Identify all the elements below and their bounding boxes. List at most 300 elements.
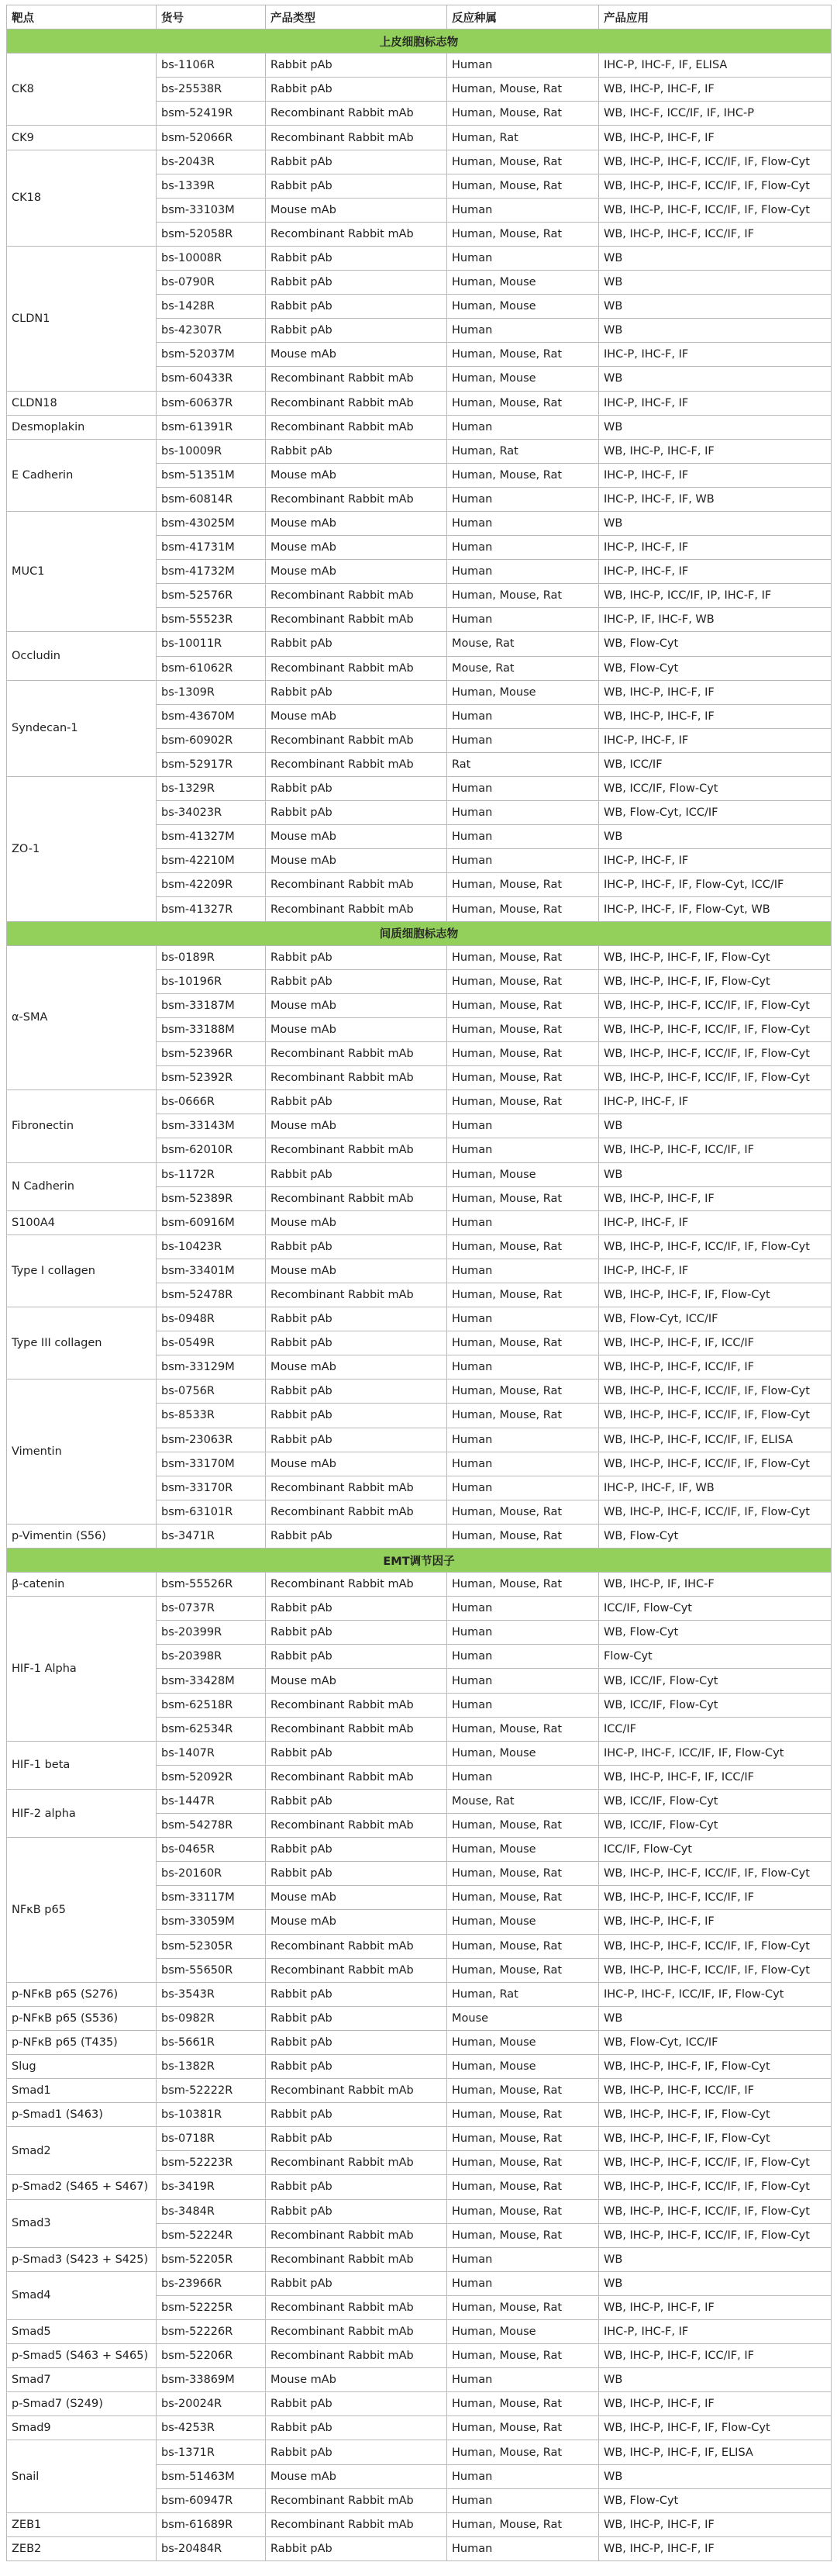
table-row [7,1162,832,1186]
header-species: 反应种属 [447,5,599,29]
species-cell: Human, Mouse, Rat [447,1186,599,1210]
species-cell: Human, Mouse, Rat [447,2127,599,2151]
category-title: 上皮细胞标志物 [7,29,832,54]
target-cell: NFκB p65 [7,1838,157,1983]
application-cell: WB, IHC-P, IHC-F, ICC/IF, IF, Flow-Cyt [599,1958,832,1982]
species-cell: Human, Mouse [447,271,599,295]
application-cell: WB, IHC-P, IF, IHC-F [599,1573,832,1597]
catalog-cell: bsm-42210M [157,849,266,873]
catalog-cell: bsm-52092R [157,1765,266,1789]
type-cell: Mouse mAb [266,1210,447,1234]
table-row [7,150,832,174]
target-cell: MUC1 [7,511,157,631]
catalog-cell: bs-10381R [157,2103,266,2127]
type-cell: Recombinant Rabbit mAb [266,102,447,126]
target-cell: ZEB2 [7,2536,157,2560]
application-cell: WB, Flow-Cyt, ICC/IF [599,801,832,825]
type-cell: Rabbit pAb [266,1162,447,1186]
catalog-cell: bs-0666R [157,1090,266,1114]
species-cell: Human [447,487,599,511]
catalog-cell: bs-20484R [157,2536,266,2560]
catalog-cell: bsm-60814R [157,487,266,511]
application-cell: WB, Flow-Cyt [599,1621,832,1645]
species-cell: Human [447,1669,599,1693]
catalog-cell: bs-0790R [157,271,266,295]
species-cell: Human, Mouse, Rat [447,1862,599,1886]
table-row [7,391,832,415]
catalog-cell: bsm-43670M [157,704,266,728]
catalog-cell: bs-1428R [157,295,266,319]
type-cell: Recombinant Rabbit mAb [266,487,447,511]
type-cell: Mouse mAb [266,560,447,584]
species-cell: Human [447,2464,599,2488]
application-cell: WB, IHC-P, IHC-F, IF, Flow-Cyt [599,969,832,993]
species-cell: Human, Mouse [447,2320,599,2344]
table-row [7,1210,832,1234]
target-cell: CK9 [7,126,157,150]
catalog-cell: bs-1172R [157,1162,266,1186]
table-row [7,415,832,439]
type-cell: Recombinant Rabbit mAb [266,1476,447,1500]
type-cell: Rabbit pAb [266,2127,447,2151]
application-cell: ICC/IF, Flow-Cyt [599,1838,832,1862]
catalog-cell: bsm-33129M [157,1355,266,1380]
catalog-cell: bsm-60916M [157,1210,266,1234]
catalog-cell: bs-20399R [157,1621,266,1645]
table-row [7,2536,832,2560]
catalog-cell: bs-10196R [157,969,266,993]
type-cell: Mouse mAb [266,1114,447,1138]
catalog-cell: bs-5661R [157,2030,266,2054]
type-cell: Recombinant Rabbit mAb [266,1814,447,1838]
catalog-cell: bsm-52419R [157,102,266,126]
type-cell: Recombinant Rabbit mAb [266,2488,447,2512]
type-cell: Recombinant Rabbit mAb [266,391,447,415]
target-cell: p-Smad2 (S465 + S467) [7,2175,157,2199]
species-cell: Human, Mouse, Rat [447,2295,599,2319]
type-cell: Recombinant Rabbit mAb [266,2247,447,2271]
application-cell: WB, IHC-P, IHC-F, IF, Flow-Cyt [599,2103,832,2127]
target-cell: Vimentin [7,1380,157,1525]
species-cell: Human, Mouse, Rat [447,2223,599,2247]
application-cell: WB, IHC-P, IHC-F, IF, Flow-Cyt [599,2054,832,2078]
species-cell: Human, Mouse, Rat [447,1500,599,1524]
catalog-cell: bsm-63101R [157,1500,266,1524]
type-cell: Mouse mAb [266,2368,447,2392]
type-cell: Rabbit pAb [266,295,447,319]
table-row [7,2247,832,2271]
species-cell: Human [447,1259,599,1283]
type-cell: Rabbit pAb [266,271,447,295]
application-cell: WB [599,2247,832,2271]
application-cell: IHC-P, IHC-F, IF, Flow-Cyt, ICC/IF [599,873,832,897]
catalog-cell: bs-0948R [157,1307,266,1331]
species-cell: Mouse, Rat [447,656,599,680]
species-cell: Human, Mouse, Rat [447,2151,599,2175]
application-cell: IHC-P, IF, IHC-F, WB [599,608,832,632]
species-cell: Human [447,319,599,343]
application-cell: IHC-P, IHC-F, IF [599,463,832,487]
application-cell: WB, IHC-P, IHC-F, ICC/IF, IF, Flow-Cyt [599,2175,832,2199]
species-cell: Human, Mouse, Rat [447,2344,599,2368]
target-cell: p-NFκB p65 (S536) [7,2006,157,2030]
species-cell: Human [447,560,599,584]
catalog-cell: bsm-33117M [157,1886,266,1910]
species-cell: Human, Mouse, Rat [447,463,599,487]
header-row [7,5,832,29]
table-row [7,2416,832,2440]
species-cell: Human [447,777,599,801]
type-cell: Rabbit pAb [266,54,447,78]
type-cell: Rabbit pAb [266,319,447,343]
species-cell: Human, Mouse, Rat [447,1573,599,1597]
species-cell: Human [447,2368,599,2392]
type-cell: Rabbit pAb [266,2392,447,2416]
application-cell: WB, IHC-P, IHC-F, ICC/IF, IF [599,2079,832,2103]
table-row [7,632,832,656]
species-cell: Human, Rat [447,126,599,150]
species-cell: Human, Rat [447,439,599,463]
species-cell: Human, Mouse, Rat [447,1234,599,1259]
catalog-cell: bs-3419R [157,2175,266,2199]
type-cell: Rabbit pAb [266,2054,447,2078]
catalog-cell: bs-10008R [157,246,266,270]
catalog-cell: bs-0189R [157,945,266,969]
type-cell: Rabbit pAb [266,2175,447,2199]
catalog-cell: bs-4253R [157,2416,266,2440]
species-cell: Human, Mouse, Rat [447,1814,599,1838]
type-cell: Mouse mAb [266,849,447,873]
type-cell: Rabbit pAb [266,1789,447,1813]
application-cell: WB, ICC/IF, Flow-Cyt [599,777,832,801]
application-cell: IHC-P, IHC-F, IF, WB [599,487,832,511]
species-cell: Human, Mouse, Rat [447,1380,599,1404]
application-cell: WB, IHC-P, IHC-F, ICC/IF, IF, Flow-Cyt [599,993,832,1017]
header-application: 产品应用 [599,5,832,29]
catalog-cell: bs-3543R [157,1982,266,2006]
application-cell: WB, IHC-P, IHC-F, ICC/IF, IF, ELISA [599,1428,832,1452]
type-cell: Recombinant Rabbit mAb [266,1500,447,1524]
type-cell: Mouse mAb [266,1355,447,1380]
application-cell: WB, IHC-P, IHC-F, ICC/IF, IF, Flow-Cyt [599,1452,832,1476]
application-cell: WB [599,2464,832,2488]
type-cell: Rabbit pAb [266,801,447,825]
target-cell: p-Smad1 (S463) [7,2103,157,2127]
type-cell: Recombinant Rabbit mAb [266,126,447,150]
type-cell: Rabbit pAb [266,2103,447,2127]
target-cell: β-catenin [7,1573,157,1597]
species-cell: Human, Mouse, Rat [447,1017,599,1041]
catalog-cell: bs-20024R [157,2392,266,2416]
species-cell: Human, Mouse, Rat [447,1066,599,1090]
type-cell: Mouse mAb [266,1452,447,1476]
catalog-cell: bs-25538R [157,78,266,102]
header-target: 靶点 [7,5,157,29]
application-cell: WB, IHC-P, IHC-F, IF [599,2512,832,2536]
category-row [7,921,832,945]
target-cell: p-Smad5 (S463 + S465) [7,2344,157,2368]
target-cell: S100A4 [7,1210,157,1234]
application-cell: WB, IHC-P, IHC-F, IF [599,2536,832,2560]
catalog-cell: bs-0549R [157,1331,266,1355]
application-cell: WB, IHC-P, IHC-F, ICC/IF, IF, Flow-Cyt [599,1404,832,1428]
catalog-cell: bsm-41731M [157,536,266,560]
species-cell: Human, Mouse, Rat [447,2512,599,2536]
type-cell: Rabbit pAb [266,1838,447,1862]
catalog-cell: bsm-60902R [157,728,266,752]
catalog-cell: bsm-51351M [157,463,266,487]
catalog-cell: bsm-33401M [157,1259,266,1283]
type-cell: Recombinant Rabbit mAb [266,656,447,680]
type-cell: Recombinant Rabbit mAb [266,1186,447,1210]
catalog-cell: bs-3484R [157,2199,266,2223]
catalog-cell: bsm-52389R [157,1186,266,1210]
species-cell: Human, Mouse, Rat [447,2175,599,2199]
catalog-cell: bsm-52917R [157,752,266,776]
application-cell: WB [599,2006,832,2030]
species-cell: Human, Mouse, Rat [447,1717,599,1741]
table-row [7,1789,832,1813]
type-cell: Rabbit pAb [266,2006,447,2030]
application-cell: WB, ICC/IF, Flow-Cyt [599,1814,832,1838]
species-cell: Human, Mouse, Rat [447,1331,599,1355]
target-cell: ZO-1 [7,777,157,922]
application-cell: WB, IHC-P, IHC-F, ICC/IF, IF [599,222,832,246]
type-cell: Rabbit pAb [266,78,447,102]
type-cell: Recombinant Rabbit mAb [266,1042,447,1066]
type-cell: Recombinant Rabbit mAb [266,1573,447,1597]
species-cell: Human [447,415,599,439]
catalog-cell: bsm-55650R [157,1958,266,1982]
species-cell: Human, Mouse, Rat [447,897,599,921]
application-cell: IHC-P, IHC-F, IF, WB [599,1476,832,1500]
category-row [7,29,832,54]
application-cell: WB, IHC-P, IHC-F, ICC/IF, IF, Flow-Cyt [599,1017,832,1041]
catalog-cell: bs-20160R [157,1862,266,1886]
table-row [7,1307,832,1331]
type-cell: Recombinant Rabbit mAb [266,1066,447,1090]
catalog-cell: bs-1106R [157,54,266,78]
table-body [7,29,832,2561]
species-cell: Human [447,728,599,752]
application-cell: WB [599,319,832,343]
application-cell: WB [599,367,832,391]
application-cell: IHC-P, IHC-F, IF [599,1259,832,1283]
species-cell: Human [447,801,599,825]
species-cell: Human [447,1452,599,1476]
application-cell: WB, Flow-Cyt, ICC/IF [599,2030,832,2054]
application-cell: WB, Flow-Cyt [599,1524,832,1548]
catalog-cell: bsm-52222R [157,2079,266,2103]
catalog-cell: bs-1309R [157,680,266,704]
catalog-cell: bs-10009R [157,439,266,463]
species-cell: Human [447,536,599,560]
species-cell: Human [447,54,599,78]
catalog-cell: bsm-43025M [157,511,266,535]
species-cell: Human [447,1476,599,1500]
application-cell: IHC-P, IHC-F, IF [599,391,832,415]
target-cell: Smad4 [7,2271,157,2319]
type-cell: Recombinant Rabbit mAb [266,752,447,776]
type-cell: Mouse mAb [266,993,447,1017]
target-cell: CK8 [7,54,157,126]
type-cell: Recombinant Rabbit mAb [266,415,447,439]
type-cell: Rabbit pAb [266,945,447,969]
type-cell: Rabbit pAb [266,2271,447,2295]
application-cell: WB, IHC-P, IHC-F, IF [599,439,832,463]
species-cell: Human, Mouse, Rat [447,391,599,415]
table-row [7,680,832,704]
target-cell: HIF-1 beta [7,1741,157,1789]
target-cell: HIF-1 Alpha [7,1597,157,1742]
category-row [7,1549,832,1573]
catalog-cell: bsm-54278R [157,1814,266,1838]
target-cell: Snail [7,2440,157,2512]
species-cell: Human [447,1621,599,1645]
catalog-cell: bs-0982R [157,2006,266,2030]
application-cell: WB, IHC-P, IHC-F, ICC/IF, IF, Flow-Cyt [599,150,832,174]
target-cell: Smad9 [7,2416,157,2440]
species-cell: Human [447,1138,599,1162]
application-cell: WB, IHC-P, IHC-F, IF [599,126,832,150]
catalog-cell: bsm-61391R [157,415,266,439]
catalog-cell: bsm-52576R [157,584,266,608]
species-cell: Human [447,704,599,728]
target-cell: CLDN1 [7,246,157,391]
type-cell: Recombinant Rabbit mAb [266,2344,447,2368]
species-cell: Human, Mouse, Rat [447,969,599,993]
species-cell: Human [447,246,599,270]
catalog-cell: bsm-33170M [157,1452,266,1476]
catalog-cell: bsm-52392R [157,1066,266,1090]
type-cell: Recombinant Rabbit mAb [266,608,447,632]
species-cell: Human [447,198,599,222]
catalog-cell: bsm-52058R [157,222,266,246]
type-cell: Rabbit pAb [266,1090,447,1114]
species-cell: Human, Mouse, Rat [447,2416,599,2440]
type-cell: Recombinant Rabbit mAb [266,728,447,752]
table-row [7,511,832,535]
species-cell: Rat [447,752,599,776]
application-cell: IHC-P, IHC-F, IF [599,1210,832,1234]
target-cell: CLDN18 [7,391,157,415]
application-cell: IHC-P, IHC-F, IF [599,849,832,873]
application-cell: WB, Flow-Cyt [599,632,832,656]
catalog-cell: bsm-52223R [157,2151,266,2175]
catalog-cell: bs-0718R [157,2127,266,2151]
type-cell: Rabbit pAb [266,2536,447,2560]
application-cell: WB, IHC-P, IHC-F, ICC/IF, IF, Flow-Cyt [599,1042,832,1066]
type-cell: Rabbit pAb [266,680,447,704]
target-cell: Type III collagen [7,1307,157,1380]
catalog-cell: bsm-52225R [157,2295,266,2319]
target-cell: Smad7 [7,2368,157,2392]
species-cell: Human, Mouse, Rat [447,2199,599,2223]
catalog-cell: bsm-62534R [157,1717,266,1741]
type-cell: Recombinant Rabbit mAb [266,2320,447,2344]
catalog-cell: bs-10423R [157,1234,266,1259]
category-title: 间质细胞标志物 [7,921,832,945]
catalog-cell: bsm-52066R [157,126,266,150]
type-cell: Recombinant Rabbit mAb [266,2079,447,2103]
application-cell: WB, IHC-P, IHC-F, ICC/IF, IF, Flow-Cyt [599,2223,832,2247]
catalog-cell: bs-1371R [157,2440,266,2464]
table-row [7,1380,832,1404]
application-cell: WB [599,246,832,270]
application-cell: IHC-P, IHC-F, IF [599,536,832,560]
table-row [7,2175,832,2199]
catalog-cell: bsm-60433R [157,367,266,391]
application-cell: WB, IHC-P, IHC-F, ICC/IF, IF [599,1138,832,1162]
target-cell: HIF-2 alpha [7,1789,157,1837]
species-cell: Human, Mouse, Rat [447,102,599,126]
type-cell: Recombinant Rabbit mAb [266,1693,447,1717]
application-cell: WB [599,2271,832,2295]
catalog-cell: bsm-52226R [157,2320,266,2344]
table-row [7,1597,832,1621]
application-cell: WB, IHC-P, IHC-F, IF, Flow-Cyt [599,1283,832,1307]
type-cell: Recombinant Rabbit mAb [266,1138,447,1162]
category-title: EMT调节因子 [7,1549,832,1573]
target-cell: α-SMA [7,945,157,1090]
application-cell: IHC-P, IHC-F, IF [599,2320,832,2344]
application-cell: WB, ICC/IF, Flow-Cyt [599,1693,832,1717]
table-row [7,2320,832,2344]
catalog-cell: bsm-52305R [157,1934,266,1958]
application-cell: WB, IHC-P, IHC-F, ICC/IF, IF, Flow-Cyt [599,2199,832,2223]
catalog-cell: bsm-61062R [157,656,266,680]
species-cell: Human [447,1645,599,1669]
catalog-cell: bs-0737R [157,1597,266,1621]
application-cell: IHC-P, IHC-F, IF [599,343,832,367]
species-cell: Mouse, Rat [447,1789,599,1813]
target-cell: Type I collagen [7,1234,157,1307]
application-cell: WB, IHC-P, IHC-F, IF [599,2392,832,2416]
type-cell: Rabbit pAb [266,150,447,174]
application-cell: IHC-P, IHC-F, IF, Flow-Cyt, WB [599,897,832,921]
table-row [7,2440,832,2464]
application-cell: WB, IHC-P, IHC-F, IF, ICC/IF [599,1765,832,1789]
type-cell: Rabbit pAb [266,1982,447,2006]
species-cell: Human [447,849,599,873]
application-cell: WB, IHC-P, IHC-F, IF [599,78,832,102]
application-cell: ICC/IF [599,1717,832,1741]
species-cell: Human, Mouse, Rat [447,2079,599,2103]
table-row [7,2344,832,2368]
application-cell: WB, IHC-P, IHC-F, IF, Flow-Cyt [599,2416,832,2440]
catalog-cell: bsm-62010R [157,1138,266,1162]
table-row [7,1234,832,1259]
catalog-cell: bs-1447R [157,1789,266,1813]
table-row [7,777,832,801]
species-cell: Human, Mouse [447,1910,599,1934]
catalog-cell: bsm-33143M [157,1114,266,1138]
species-cell: Human, Mouse, Rat [447,873,599,897]
target-cell: p-Smad3 (S423 + S425) [7,2247,157,2271]
header-type: 产品类型 [266,5,447,29]
type-cell: Rabbit pAb [266,1621,447,1645]
catalog-cell: bsm-60947R [157,2488,266,2512]
species-cell: Human, Mouse, Rat [447,2103,599,2127]
type-cell: Mouse mAb [266,1017,447,1041]
species-cell: Human, Mouse, Rat [447,1958,599,1982]
table-row [7,2103,832,2127]
catalog-cell: bsm-52205R [157,2247,266,2271]
species-cell: Human, Mouse, Rat [447,1886,599,1910]
catalog-cell: bs-10011R [157,632,266,656]
application-cell: WB, IHC-P, IHC-F, ICC/IF, IF [599,1355,832,1380]
type-cell: Rabbit pAb [266,1597,447,1621]
